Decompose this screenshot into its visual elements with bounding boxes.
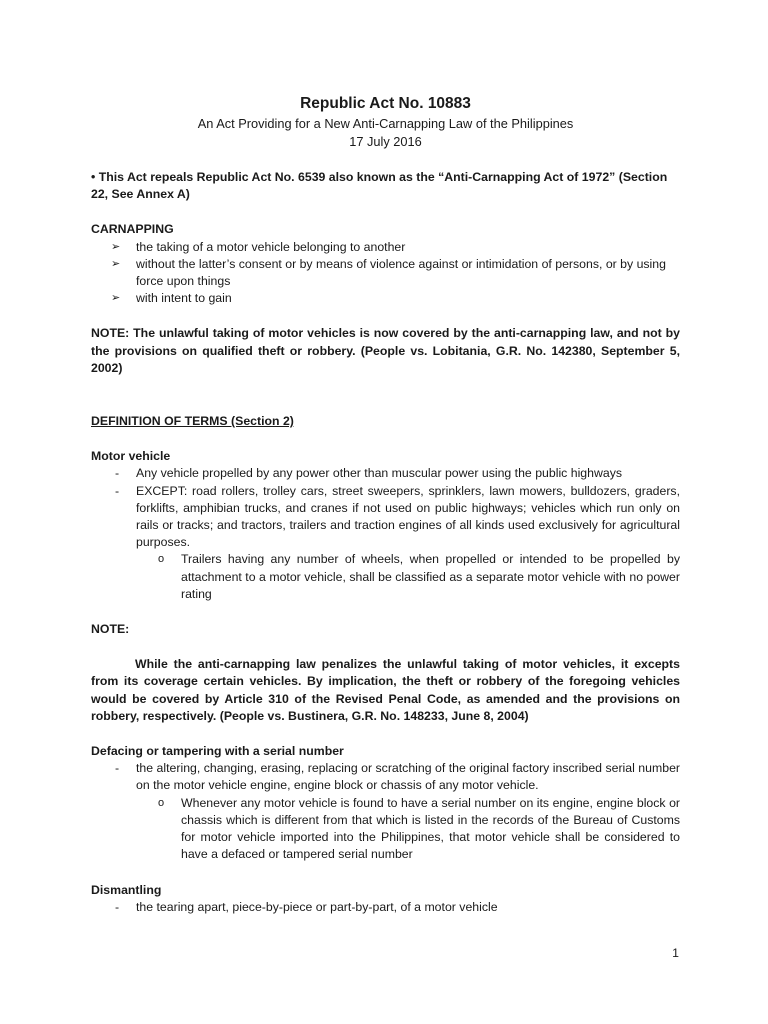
carnapping-list bbox=[91, 239, 680, 308]
arrow-bullet-icon: ➢ bbox=[111, 292, 121, 305]
repeal-note: • This Act repeals Republic Act No. 6539 also known as the “Anti-Carnapping Act of 1972” (Section 22, See Annex A) bbox=[91, 170, 668, 202]
definitions-heading: DEFINITION OF TERMS (Section 2) bbox=[91, 414, 294, 429]
list-item bbox=[91, 465, 680, 482]
list-item-text: the tearing apart, piece-by-piece or part-by-part, of a motor vehicle bbox=[136, 899, 498, 914]
list-item-text: with intent to gain bbox=[136, 291, 232, 306]
list-item-text: the altering, changing, erasing, replacing or scratching of the original factory inscribed serial number on the motor vehicle engine, engine block or chassis of any motor vehicle. bbox=[136, 761, 680, 793]
list-item bbox=[91, 256, 680, 290]
document-title: Republic Act No. 10883 bbox=[300, 95, 471, 112]
arrow-bullet-icon: ➢ bbox=[111, 257, 121, 270]
dismantling-list bbox=[91, 899, 680, 916]
dash-bullet-icon: - bbox=[115, 483, 120, 498]
list-item-text: EXCEPT: road rollers, trolley cars, street sweepers, sprinklers, lawn mowers, bulldozers, graders, forklifts, amphibian trucks, and cranes if not used on public highways; vehicles which run only on rails or tracks; and tractors, trailers and traction engines of all kinds used exclusively for agricultural purposes. bbox=[136, 483, 680, 550]
list-item bbox=[91, 483, 680, 552]
list-item-text: Trailers having any number of wheels, when propelled or intended to be propelled by attachment to a motor vehicle, shall be classified as a separate motor vehicle with no power rating bbox=[181, 552, 680, 601]
circle-bullet-icon: o bbox=[158, 553, 165, 566]
carnapping-heading: CARNAPPING bbox=[91, 222, 174, 237]
list-item-text: Whenever any motor vehicle is found to have a serial number on its engine, engine block or chassis which is different from that which is listed in the records of the Bureau of Customs for motor vehicle imported into the Philippines, that motor vehicle shall be considered to have a defaced or tampered serial number bbox=[181, 795, 680, 862]
list-item bbox=[91, 760, 680, 794]
dash-bullet-icon: - bbox=[115, 899, 120, 914]
motor-vehicle-list bbox=[91, 465, 680, 603]
list-item bbox=[91, 551, 680, 603]
defacing-list bbox=[91, 760, 680, 863]
list-item bbox=[91, 239, 680, 256]
dash-bullet-icon: - bbox=[115, 761, 120, 776]
list-item bbox=[91, 899, 680, 916]
circle-bullet-icon: o bbox=[158, 796, 165, 809]
document-body bbox=[91, 94, 680, 916]
list-item bbox=[91, 290, 680, 307]
page-number: 1 bbox=[672, 946, 679, 960]
document-subtitle: An Act Providing for a New Anti-Carnapping Law of the Philippines bbox=[197, 116, 574, 131]
note-heading: NOTE: bbox=[91, 622, 130, 637]
dash-bullet-icon: - bbox=[115, 466, 120, 481]
motor-vehicle-heading: Motor vehicle bbox=[91, 449, 171, 464]
list-item-text: without the latter’s consent or by means of violence against or intimidation of persons, or by using force upon things bbox=[136, 256, 666, 289]
list-item-text: the taking of a motor vehicle belonging to another bbox=[136, 239, 406, 254]
defacing-heading: Defacing or tampering with a serial number bbox=[91, 744, 344, 759]
arrow-bullet-icon: ➢ bbox=[111, 240, 121, 253]
note-paragraph: NOTE: The unlawful taking of motor vehicles is now covered by the anti-carnapping law, and not by the provisions on qualified theft or robbery. (People vs. Lobitania, G.R. No. 142380, September 5, 2002) bbox=[91, 326, 680, 375]
list-item-text: Any vehicle propelled by any power other than muscular power using the public highways bbox=[136, 466, 623, 481]
dismantling-heading: Dismantling bbox=[91, 882, 162, 897]
document-date: 17 July 2016 bbox=[349, 134, 422, 149]
note-paragraph: While the anti-carnapping law penalizes the unlawful taking of motor vehicles, it excepts from its coverage certain vehicles. By implication, the theft or robbery of the foregoing vehicles would be covered by Article 310 of the Revised Penal Code, as amended and the provisions on robbery, respectively. (People vs. Bustinera, G.R. No. 148233, June 8, 2004) bbox=[91, 657, 680, 723]
list-item bbox=[91, 795, 680, 864]
